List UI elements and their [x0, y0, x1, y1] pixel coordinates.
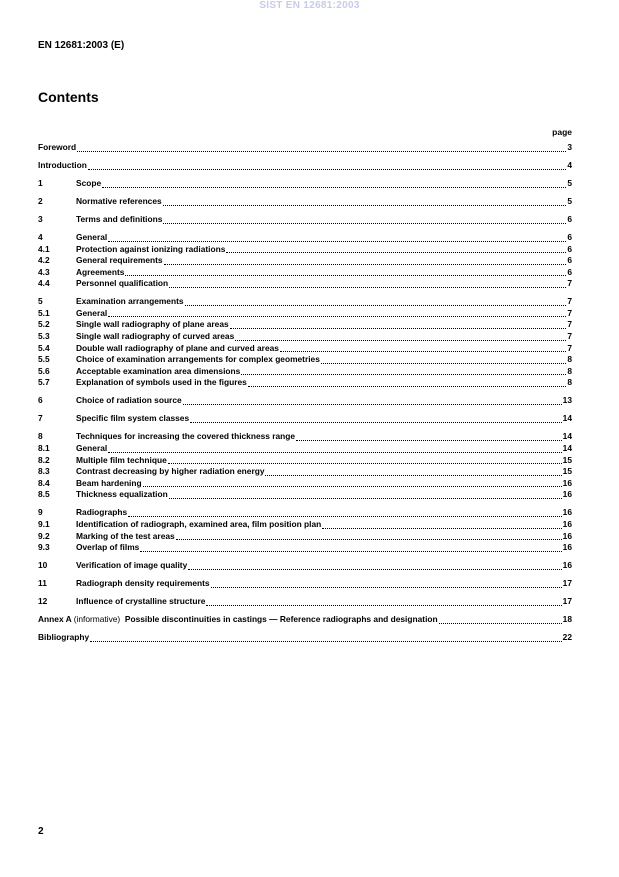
toc-entry-page: 16 [562, 507, 572, 518]
toc-entry-page: 16 [562, 530, 572, 541]
toc-entry[interactable] [38, 519, 572, 531]
toc-leader [90, 633, 561, 642]
toc-entry-page: 16 [562, 477, 572, 488]
toc-annex-page: 18 [562, 614, 572, 625]
toc-leader [163, 197, 567, 206]
toc-leader [248, 378, 567, 387]
toc-entry-page: 8 [567, 365, 572, 376]
toc-entry-title: Marking of the test areas [76, 530, 175, 541]
toc-entry[interactable] [38, 354, 572, 366]
toc-entry[interactable] [38, 278, 572, 290]
toc-entry-page: 3 [567, 142, 572, 152]
annex-qualifier: (informative) [73, 614, 121, 625]
toc-entry-title: Protection against ionizing radiations [76, 243, 226, 254]
toc-leader [164, 256, 567, 265]
toc-bibliography-page: 22 [562, 632, 572, 643]
toc-entry[interactable] [38, 431, 572, 443]
toc-entry-page: 14 [562, 431, 572, 442]
toc-entry[interactable] [38, 466, 572, 478]
toc-entry-title: Multiple film technique [76, 454, 167, 465]
toc-entry-title: Overlap of films [76, 542, 140, 553]
toc-entry-number: 9.3 [38, 542, 50, 553]
toc-leader [168, 455, 562, 464]
toc-entry-title: Foreword [38, 142, 77, 152]
toc-entry-number: 3 [38, 213, 43, 224]
toc-leader [88, 161, 566, 170]
toc-entry-title: Single wall radiography of plane areas [76, 319, 229, 330]
toc-entry-number: 9.1 [38, 518, 50, 529]
toc-entry-title: Explanation of symbols used in the figures [76, 377, 247, 388]
toc-entry-title: Beam hardening [76, 477, 142, 488]
toc-entry-number: 7 [38, 413, 43, 424]
toc-entry-number: 8.1 [38, 442, 50, 453]
toc-entry[interactable] [38, 142, 572, 154]
toc-entry-title: Acceptable examination area dimensions [76, 365, 241, 376]
toc-entry-title: Radiograph density requirements [76, 578, 210, 589]
toc-entry-page: 4 [567, 159, 572, 170]
annex-label: Annex A [38, 614, 72, 625]
toc-leader [211, 579, 562, 588]
toc-entry-page: 13 [562, 395, 572, 406]
toc-entry[interactable] [38, 296, 572, 308]
toc-entry-title: Thickness equalization [76, 489, 168, 500]
toc-leader [125, 267, 566, 276]
toc-entry-number: 5.3 [38, 331, 50, 342]
toc-leader [280, 343, 566, 352]
toc-entry-number: 8.3 [38, 466, 50, 477]
toc-entry-number: 5.2 [38, 319, 50, 330]
toc-entry-title: Techniques for increasing the covered thickness range [76, 431, 296, 442]
toc-entry-number: 8.4 [38, 477, 50, 488]
toc-entry-page: 7 [567, 331, 572, 342]
toc-entry-page: 15 [562, 454, 572, 465]
annex-title: Possible discontinuities in castings — Reference radiographs and designation [124, 614, 438, 625]
toc-entry[interactable] [38, 308, 572, 320]
toc-entry-number: 8.2 [38, 454, 50, 465]
toc-annex-text [38, 614, 438, 626]
toc-entry[interactable] [38, 395, 572, 407]
toc-entry-page: 6 [567, 243, 572, 254]
toc-entry[interactable] [38, 214, 572, 226]
toc-entry-page: 7 [567, 319, 572, 330]
toc-entry-title: General [76, 307, 108, 318]
toc-entry-number: 5.4 [38, 342, 50, 353]
toc-entry-number: 4 [38, 231, 43, 242]
toc-entry[interactable] [38, 178, 572, 190]
toc-leader [206, 597, 561, 606]
toc-leader [183, 396, 562, 405]
toc-entry-page: 15 [562, 466, 572, 477]
toc-leader [77, 143, 566, 152]
toc-entry-title: Choice of radiation source [76, 395, 182, 406]
toc-entry-number: 9 [38, 507, 43, 518]
toc-entry-title: Influence of crystalline structure [76, 596, 206, 607]
toc-entry-title: Single wall radiography of curved areas [76, 331, 235, 342]
toc-entry[interactable] [38, 377, 572, 389]
toc-entry[interactable] [38, 267, 572, 279]
toc-leader [235, 332, 566, 341]
toc-entry-number: 5.6 [38, 365, 50, 376]
toc-entry-number: 5.5 [38, 354, 50, 365]
toc-entry-title: Contrast decreasing by higher radiation energy [76, 466, 265, 477]
toc-entry[interactable] [38, 319, 572, 331]
toc-entry-title: Identification of radiograph, examined area, film position plan [76, 518, 322, 529]
toc-leader [322, 520, 561, 529]
toc-entry[interactable] [38, 478, 572, 490]
toc-entry[interactable] [38, 455, 572, 467]
toc-entry-page: 5 [567, 195, 572, 206]
toc-leader [140, 543, 561, 552]
toc-entry-number: 10 [38, 560, 48, 571]
toc-entry-title: Choice of examination arrangements for complex geometries [76, 354, 320, 365]
toc-leader [190, 414, 562, 423]
toc-entry-title: Terms and definitions [76, 213, 163, 224]
toc-entry-page: 17 [562, 578, 572, 589]
toc-leader [108, 233, 566, 242]
toc-entry[interactable] [38, 366, 572, 378]
toc-entry-page: 6 [567, 231, 572, 242]
toc-entry-title: General [76, 442, 108, 453]
toc-entry-page: 7 [567, 296, 572, 307]
toc-entry[interactable] [38, 343, 572, 355]
toc-leader [163, 215, 566, 224]
watermark: SIST EN 12681:2003 [259, 0, 360, 11]
toc-entry-title: Examination arrangements [76, 296, 184, 307]
toc-entry-title: Radiographs [76, 507, 128, 518]
toc-leader [439, 615, 562, 624]
page-column-label: page [552, 127, 572, 137]
toc-entry-page: 16 [562, 560, 572, 571]
toc-entry-number: 11 [38, 578, 47, 589]
toc-leader [230, 320, 567, 329]
toc-leader [188, 561, 561, 570]
toc-entry[interactable] [38, 196, 572, 208]
toc-entry[interactable] [38, 232, 572, 244]
toc-entry-number: 8.5 [38, 489, 50, 500]
toc-entry[interactable] [38, 413, 572, 425]
toc-leader [128, 508, 561, 517]
toc-entry[interactable] [38, 331, 572, 343]
toc-entry-page: 16 [562, 542, 572, 553]
toc-entry-page: 8 [567, 354, 572, 365]
toc-entry-page: 7 [567, 278, 572, 289]
toc-entry-title: Specific film system classes [76, 413, 190, 424]
toc-entry-number: 4.3 [38, 266, 50, 277]
toc-entry-number: 2 [38, 195, 43, 206]
toc-leader [321, 355, 566, 364]
toc-entry-page: 16 [562, 489, 572, 500]
toc-entry-number: 9.2 [38, 530, 50, 541]
toc-entry[interactable] [38, 489, 572, 501]
toc-entry-page: 6 [567, 266, 572, 277]
toc-entry-number: 4.1 [38, 243, 50, 254]
toc-leader [169, 490, 562, 499]
toc-entry-number: 12 [38, 596, 48, 607]
toc-leader [265, 467, 561, 476]
toc-leader [143, 478, 562, 487]
toc-entry-title: Normative references [76, 195, 162, 206]
toc-entry-number: 5.1 [38, 307, 50, 318]
toc-entry-title: Verification of image quality [76, 560, 188, 571]
toc-leader [241, 366, 566, 375]
toc-entry-title: Agreements [76, 266, 125, 277]
toc-entry-page: 6 [567, 213, 572, 224]
toc-entry-number: 1 [38, 177, 43, 188]
toc-entry-number: 4.4 [38, 278, 50, 289]
toc-entry-number: 6 [38, 395, 43, 406]
toc-leader [176, 531, 562, 540]
toc-leader [108, 308, 566, 317]
page-number: 2 [38, 826, 44, 837]
toc-entry-title: General requirements [76, 255, 163, 266]
toc-entry-page: 6 [567, 255, 572, 266]
toc-bibliography-text: Bibliography [38, 632, 90, 643]
toc-entry-number: 8 [38, 431, 43, 442]
toc-entry[interactable] [38, 542, 572, 554]
document-id: EN 12681:2003 (E) [38, 40, 125, 51]
toc-entry-page: 7 [567, 342, 572, 353]
toc-leader [102, 179, 566, 188]
toc-entry-number: 5.7 [38, 377, 50, 388]
toc-leader [108, 444, 561, 453]
toc-entry[interactable] [38, 507, 572, 519]
toc-entry-page: 5 [567, 177, 572, 188]
toc-entry-title: Introduction [38, 159, 87, 170]
table-of-contents [38, 142, 572, 644]
toc-entry-page: 14 [562, 442, 572, 453]
toc-leader [226, 244, 566, 253]
toc-entry-page: 14 [562, 413, 572, 424]
toc-entry-page: 8 [567, 377, 572, 388]
toc-entry[interactable] [38, 596, 572, 608]
toc-entry[interactable] [38, 160, 572, 172]
toc-leader [169, 279, 566, 288]
page-title: Contents [38, 89, 99, 105]
toc-entry-page: 16 [562, 518, 572, 529]
toc-entry[interactable] [38, 244, 572, 256]
toc-entry[interactable] [38, 531, 572, 543]
toc-entry[interactable] [38, 255, 572, 267]
toc-entry-title: Personnel qualification [76, 278, 169, 289]
toc-leader [185, 297, 567, 306]
toc-bibliography-row[interactable] [38, 632, 572, 644]
toc-entry-title: General [76, 231, 108, 242]
toc-entry[interactable] [38, 443, 572, 455]
toc-entry-number: 5 [38, 296, 43, 307]
toc-entry[interactable] [38, 560, 572, 572]
toc-entry-page: 7 [567, 307, 572, 318]
toc-annex-row[interactable] [38, 614, 572, 626]
toc-entry-title: Scope [76, 177, 102, 188]
toc-leader [296, 432, 562, 441]
toc-entry-number: 4.2 [38, 255, 50, 266]
toc-entry-page: 17 [562, 596, 572, 607]
toc-entry[interactable] [38, 578, 572, 590]
toc-entry-title: Double wall radiography of plane and curved areas [76, 342, 279, 353]
